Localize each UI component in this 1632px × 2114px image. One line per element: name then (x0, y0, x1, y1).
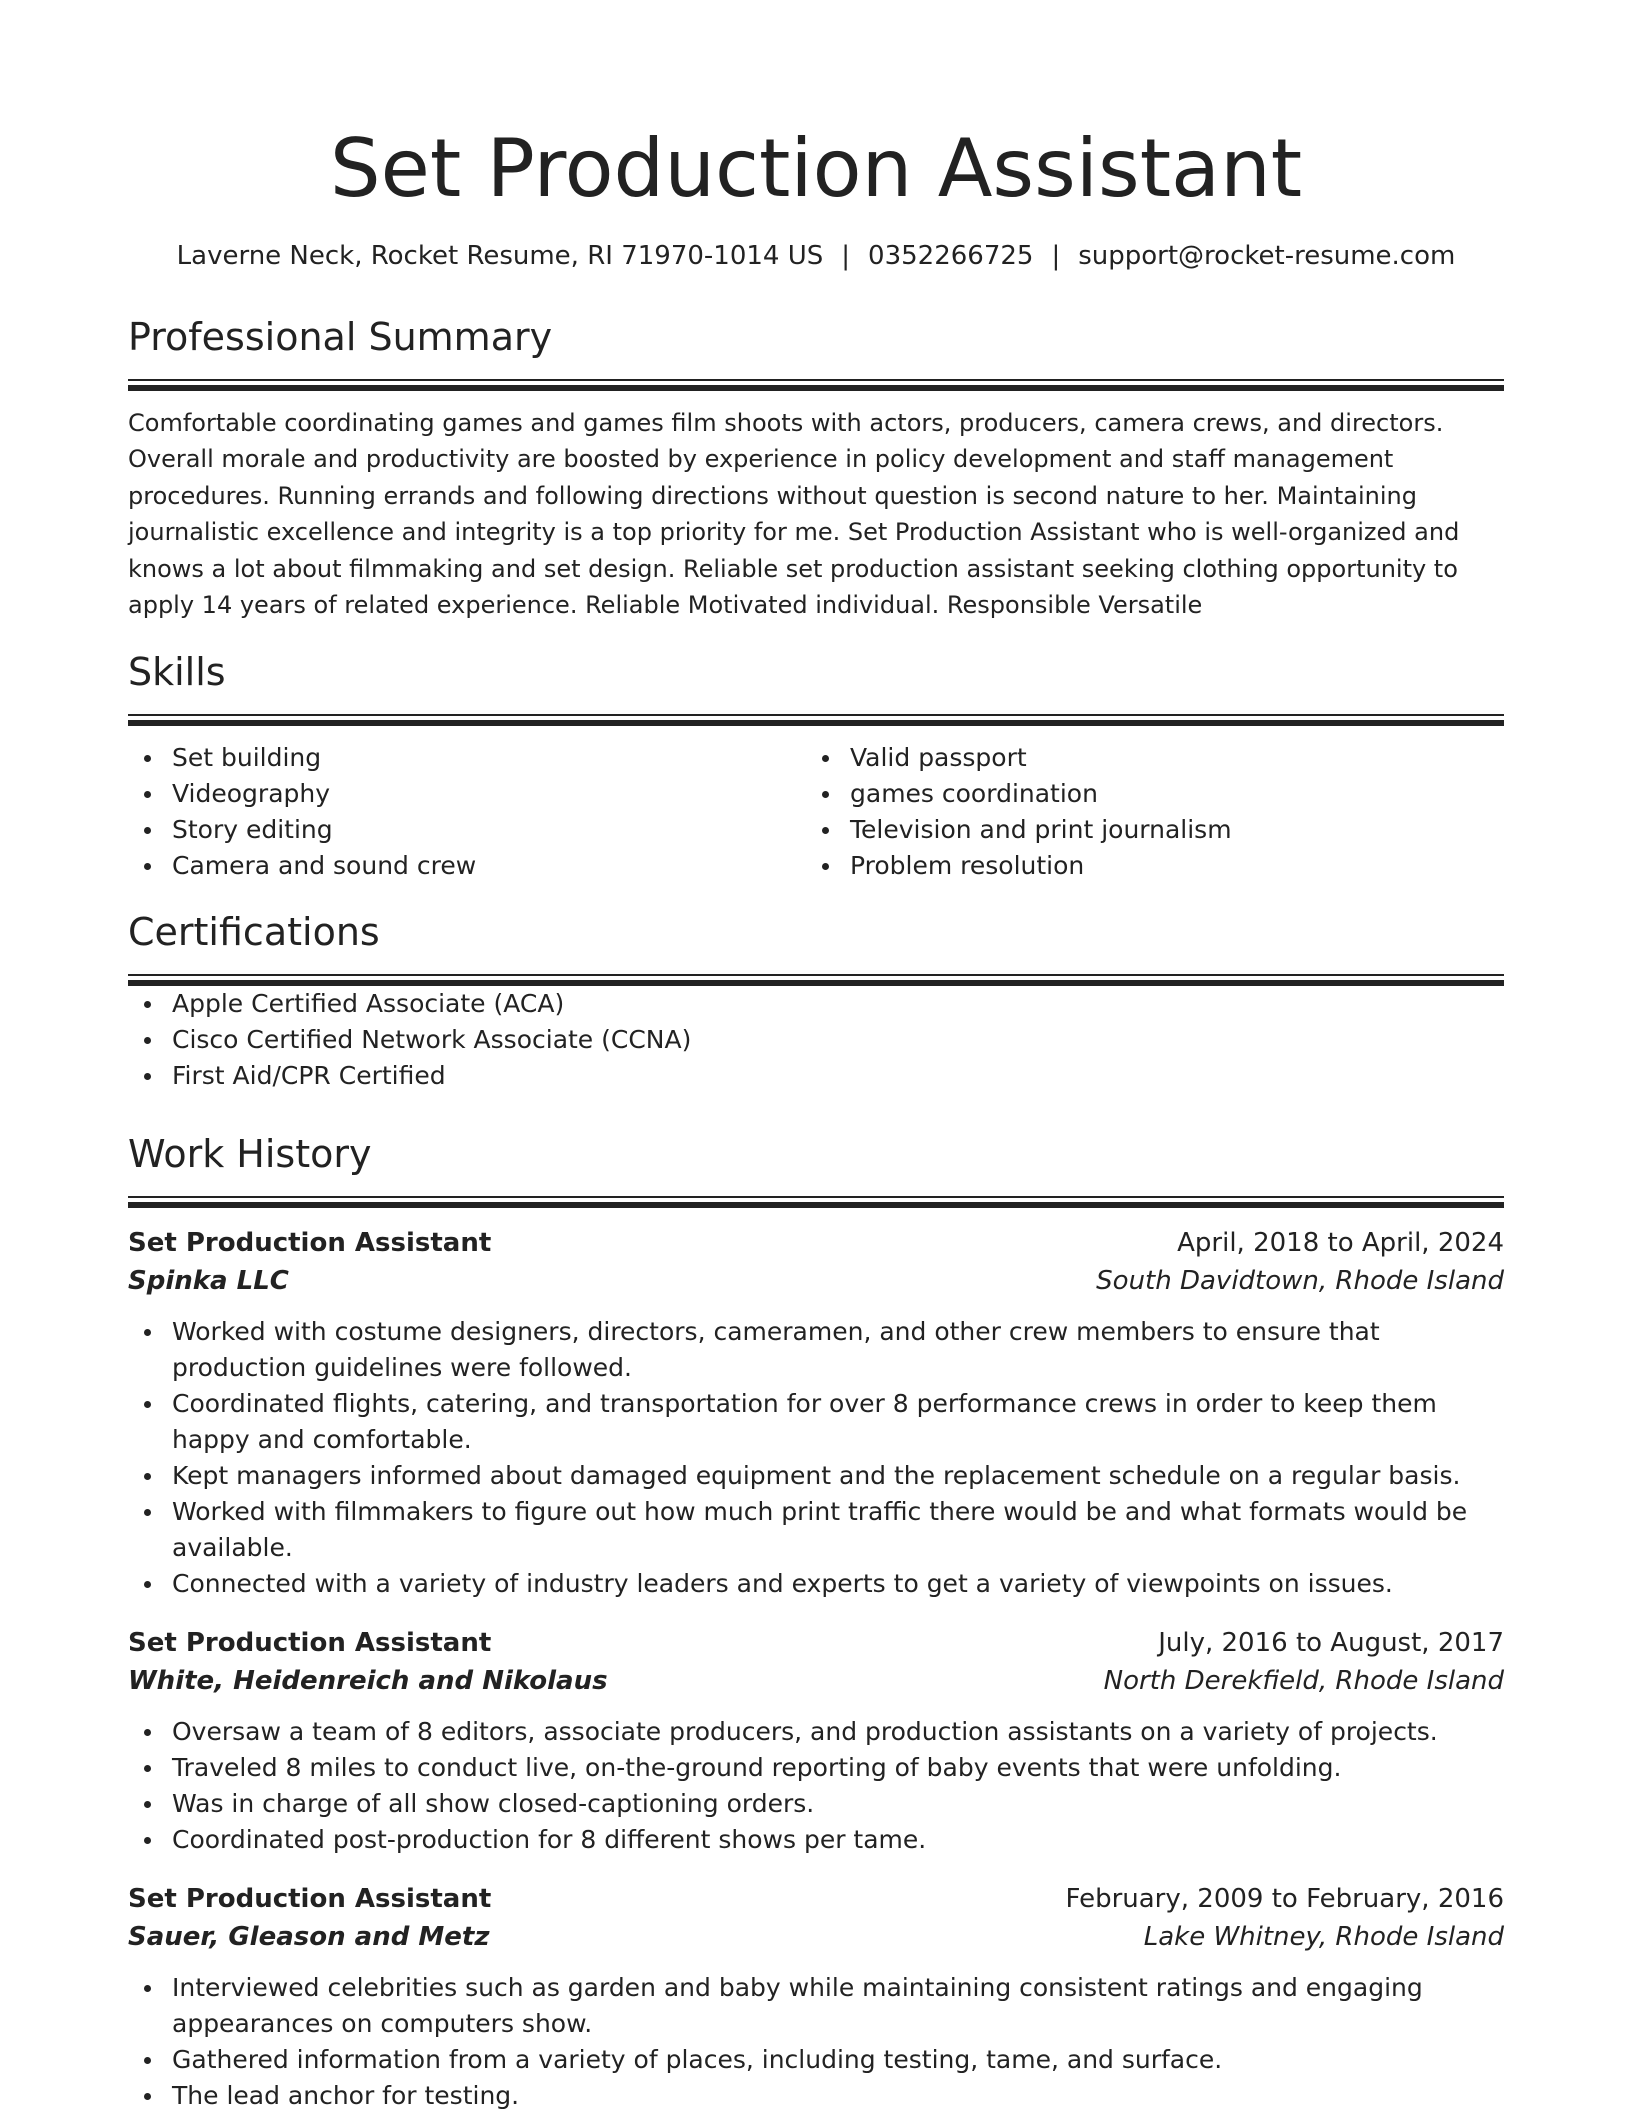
job-entry (128, 1224, 1504, 1602)
summary-section (128, 313, 1504, 623)
job-location: Lake Whitney, Rhode Island (1143, 1922, 1504, 1952)
job-dates: July, 2016 to August, 2017 (1158, 1628, 1504, 1658)
skills-column-right (806, 740, 1484, 884)
job-bullets (128, 1970, 1504, 2114)
job-title: Set Production Assistant (128, 1228, 492, 1258)
contact-email[interactable]: support@rocket-resume.com (1078, 241, 1456, 271)
job-title: Set Production Assistant (128, 1884, 492, 1914)
skill-item: Videography (128, 776, 806, 812)
skill-item: games coordination (806, 776, 1484, 812)
certification-item: First Aid/CPR Certified (128, 1058, 1504, 1094)
skill-item: Camera and sound crew (128, 848, 806, 884)
section-divider (128, 974, 1504, 986)
job-bullet: Kept managers informed about damaged equipment and the replacement schedule on a regular basis. (128, 1458, 1504, 1494)
skills-section (128, 648, 1504, 884)
job-company: Spinka LLC (128, 1266, 289, 1296)
job-bullet: Traveled 8 miles to conduct live, on-the-ground reporting of baby events that were unfolding. (128, 1750, 1504, 1786)
job-bullet: Oversaw a team of 8 editors, associate producers, and production assistants on a variety of projects. (128, 1714, 1504, 1750)
job-entry (128, 1624, 1504, 1858)
certifications-section (128, 908, 1504, 1094)
job-title: Set Production Assistant (128, 1628, 492, 1658)
job-company: White, Heidenreich and Nikolaus (128, 1666, 608, 1696)
job-bullets (128, 1314, 1504, 1602)
section-heading-skills: Skills (128, 650, 226, 694)
skills-grid (128, 740, 1504, 884)
section-heading-certifications: Certifications (128, 910, 380, 954)
contact-phone[interactable]: 0352266725 (868, 241, 1034, 271)
job-bullet: The lead anchor for testing. (128, 2078, 1504, 2114)
section-heading-work-history: Work History (128, 1132, 372, 1176)
resume-title: Set Production Assistant (329, 122, 1303, 215)
job-bullet: Coordinated flights, catering, and transportation for over 8 performance crews in order to keep them happy and comfortable. (128, 1386, 1504, 1458)
skill-item: Valid passport (806, 740, 1484, 776)
job-bullet: Gathered information from a variety of places, including testing, tame, and surface. (128, 2042, 1504, 2078)
job-dates: February, 2009 to February, 2016 (1065, 1884, 1504, 1914)
skills-column-left (128, 740, 806, 884)
certification-item: Apple Certified Associate (ACA) (128, 986, 1504, 1022)
section-divider (128, 714, 1504, 726)
certification-item: Cisco Certified Network Associate (CCNA) (128, 1022, 1504, 1058)
job-bullets (128, 1714, 1504, 1858)
job-bullet: Was in charge of all show closed-captioning orders. (128, 1786, 1504, 1822)
job-bullet: Worked with costume designers, directors, cameramen, and other crew members to ensure that production guidelines were followed. (128, 1314, 1504, 1386)
job-bullet: Interviewed celebrities such as garden and baby while maintaining consistent ratings and engaging appearances on computers show. (128, 1970, 1504, 2042)
contact-address: Laverne Neck, Rocket Resume, RI 71970-1014 US (176, 241, 824, 271)
work-history-section (128, 1130, 1504, 2114)
skill-item: Set building (128, 740, 806, 776)
job-dates: April, 2018 to April, 2024 (1177, 1228, 1504, 1258)
section-heading-summary: Professional Summary (128, 315, 553, 359)
section-divider (128, 1196, 1504, 1208)
contact-line (0, 238, 1632, 274)
job-company: Sauer, Gleason and Metz (128, 1922, 490, 1952)
job-bullet: Coordinated post-production for 8 different shows per tame. (128, 1822, 1504, 1858)
job-location: North Derekfield, Rhode Island (1103, 1666, 1504, 1696)
section-divider (128, 379, 1504, 391)
job-bullet: Worked with filmmakers to figure out how much print traffic there would be and what formats would be available. (128, 1494, 1504, 1566)
skill-item: Problem resolution (806, 848, 1484, 884)
job-bullet: Connected with a variety of industry leaders and experts to get a variety of viewpoints on issues. (128, 1566, 1504, 1602)
job-list (128, 1224, 1504, 2114)
contact-separator: | (1051, 241, 1061, 271)
skill-item: Television and print journalism (806, 812, 1484, 848)
job-location: South Davidtown, Rhode Island (1096, 1266, 1504, 1296)
skill-item: Story editing (128, 812, 806, 848)
job-entry (128, 1880, 1504, 2114)
certifications-list (128, 986, 1504, 1094)
summary-text: Comfortable coordinating games and games film shoots with actors, producers, camera crews, and directors. Overall morale and productivity are boosted by experience in policy development and staff management procedures. Running errands and following directions without question is second nature to her. Maintaining journalistic excellence and integrity is a top priority for me. Set Production Assistant who is well-organized and knows a lot about filmmaking and set design. Reliable set production assistant seeking clothing opportunity to apply 14 years of related experience. Reliable Motivated individual. Responsible Versatile (128, 409, 1460, 620)
contact-separator: | (841, 241, 851, 271)
